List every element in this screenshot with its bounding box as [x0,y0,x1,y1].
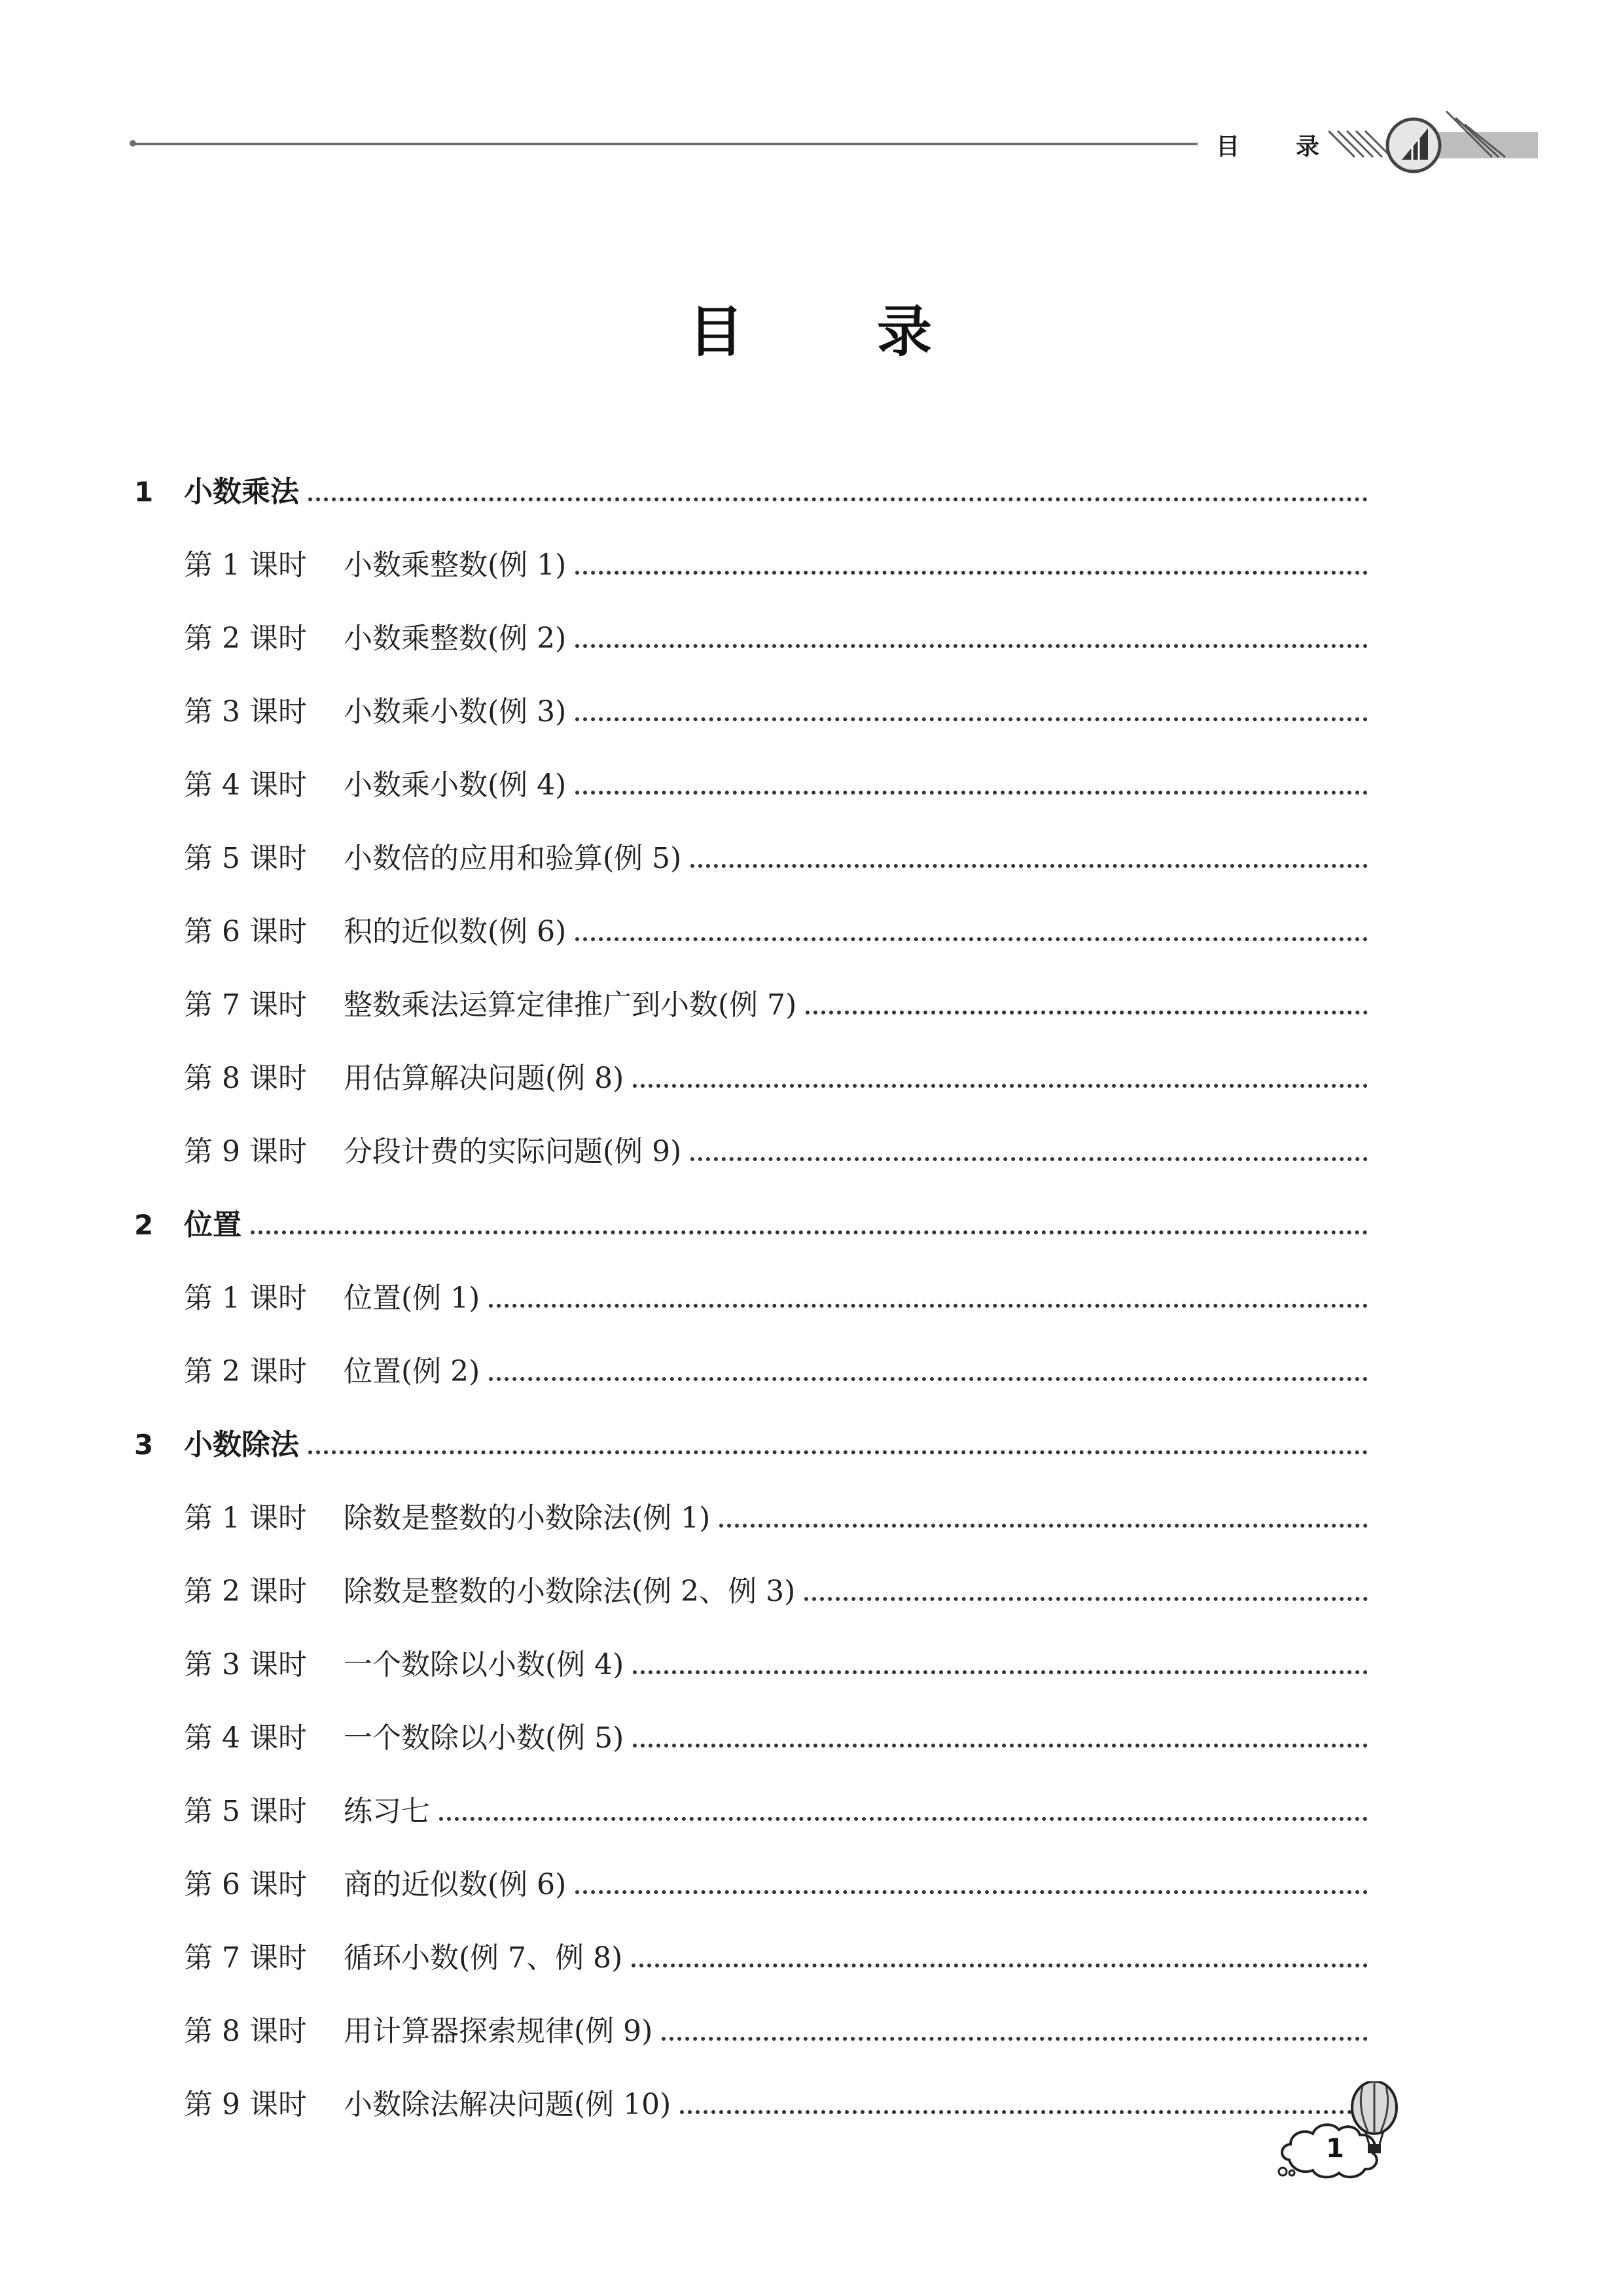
lesson-title: 位置(例 2) [344,1355,480,1388]
toc-lesson[interactable] [134,511,1368,584]
lesson-title: 用估算解决问题(例 8) [344,1062,624,1095]
dot-leader [690,1157,1368,1161]
page-title [0,288,1623,367]
lesson-number: 第 2 课时 [184,622,307,655]
dot-leader [575,937,1368,941]
toc-lesson[interactable] [134,584,1368,657]
chapter-title: 位置 [184,1208,241,1242]
toc-lesson[interactable] [134,730,1368,804]
lesson-title: 除数是整数的小数除法(例 2、例 3) [344,1575,796,1608]
lesson-title: 整数乘法运算定律推广到小数(例 7) [344,988,797,1022]
dot-leader [575,791,1368,795]
dot-leader [308,1450,1368,1454]
toc-chapter[interactable] [134,1390,1368,1463]
toc-lesson[interactable] [134,1244,1368,1317]
dot-leader [719,1524,1368,1528]
toc-lesson[interactable] [134,1463,1368,1537]
dot-leader [804,1597,1368,1601]
ruler-triangle-icon [1329,105,1538,183]
lesson-title: 小数乘小数(例 4) [344,768,567,802]
lesson-title: 小数乘小数(例 3) [344,695,567,728]
dot-leader [633,1744,1368,1748]
chapter-title: 小数除法 [184,1428,299,1462]
lesson-number: 第 6 课时 [184,1868,307,1901]
lesson-title: 小数倍的应用和验算(例 5) [344,842,682,875]
lesson-title: 位置(例 1) [344,1282,480,1315]
lesson-title: 除数是整数的小数除法(例 1) [344,1501,711,1535]
toc-lesson[interactable] [134,1610,1368,1683]
toc-lesson[interactable] [134,657,1368,730]
lesson-number: 第 7 课时 [184,1941,307,1975]
lesson-number: 第 5 课时 [184,1795,307,1828]
toc-lesson[interactable] [134,1977,1368,2050]
toc-chapter[interactable] [134,437,1368,511]
chapter-number: 3 [134,1429,154,1461]
chapter-title: 小数乘法 [184,475,299,509]
dot-leader [680,2110,1368,2114]
lesson-title: 一个数除以小数(例 5) [344,1721,624,1755]
lesson-number: 第 8 课时 [184,1062,307,1095]
lesson-number: 第 1 课时 [184,1501,307,1535]
lesson-title: 一个数除以小数(例 4) [344,1648,624,1681]
dot-leader [806,1011,1368,1014]
chapter-number: 2 [134,1209,154,1241]
lesson-number: 第 7 课时 [184,988,307,1022]
dot-leader [633,1670,1368,1674]
dot-leader [575,644,1368,648]
toc-lesson[interactable] [134,1097,1368,1170]
lesson-title: 循环小数(例 7、例 8) [344,1941,623,1975]
dot-leader [251,1230,1368,1234]
lesson-title: 练习七 [344,1795,430,1828]
lesson-title: 积的近似数(例 6) [344,915,567,948]
dot-leader [439,1817,1368,1821]
lesson-number: 第 4 课时 [184,768,307,802]
lesson-number: 第 9 课时 [184,1135,307,1168]
lesson-title: 小数乘整数(例 1) [344,548,567,582]
table-of-contents [134,437,1368,2123]
page-title-char-2: 录 [877,300,935,364]
lesson-number: 第 8 课时 [184,2015,307,2048]
toc-chapter[interactable] [134,1170,1368,1244]
toc-lesson[interactable] [134,1537,1368,1610]
lesson-title: 分段计费的实际问题(例 9) [344,1135,682,1168]
lesson-number: 第 3 课时 [184,1648,307,1681]
lesson-number: 第 4 课时 [184,1721,307,1755]
toc-lesson[interactable] [134,1903,1368,1977]
toc-lesson[interactable] [134,1830,1368,1903]
toc-lesson[interactable] [134,804,1368,877]
toc-lesson[interactable] [134,950,1368,1024]
lesson-number: 第 2 课时 [184,1575,307,1608]
header-section-char-2: 录 [1296,134,1320,160]
toc-lesson[interactable] [134,2050,1368,2123]
dot-leader [632,1964,1368,1967]
dot-leader [575,1890,1368,1894]
dot-leader [633,1084,1368,1088]
lesson-title: 小数除法解决问题(例 10) [344,2088,671,2121]
dot-leader [308,497,1368,501]
lesson-number: 第 3 课时 [184,695,307,728]
toc-lesson[interactable] [134,1683,1368,1757]
lesson-title: 小数乘整数(例 2) [344,622,567,655]
lesson-number: 第 5 课时 [184,842,307,875]
lesson-number: 第 1 课时 [184,1282,307,1315]
header-section-char-1: 目 [1216,134,1240,160]
lesson-title: 用计算器探索规律(例 9) [344,2015,653,2048]
lesson-title: 商的近似数(例 6) [344,1868,567,1901]
page-number: 1 [1326,2134,1344,2164]
page-title-char-1: 目 [688,300,746,364]
lesson-number: 第 2 课时 [184,1355,307,1388]
lesson-number: 第 1 课时 [184,548,307,582]
dot-leader [489,1304,1368,1308]
dot-leader [489,1377,1368,1381]
toc-lesson[interactable] [134,1024,1368,1097]
header-rule [134,143,1198,145]
dot-leader [690,864,1368,868]
toc-lesson[interactable] [134,1757,1368,1830]
chapter-number: 1 [134,476,154,508]
lesson-number: 第 6 课时 [184,915,307,948]
dot-leader [575,717,1368,721]
dot-leader [575,571,1368,575]
dot-leader [662,2037,1368,2041]
toc-lesson[interactable] [134,1317,1368,1390]
toc-lesson[interactable] [134,877,1368,950]
lesson-number: 第 9 课时 [184,2088,307,2121]
